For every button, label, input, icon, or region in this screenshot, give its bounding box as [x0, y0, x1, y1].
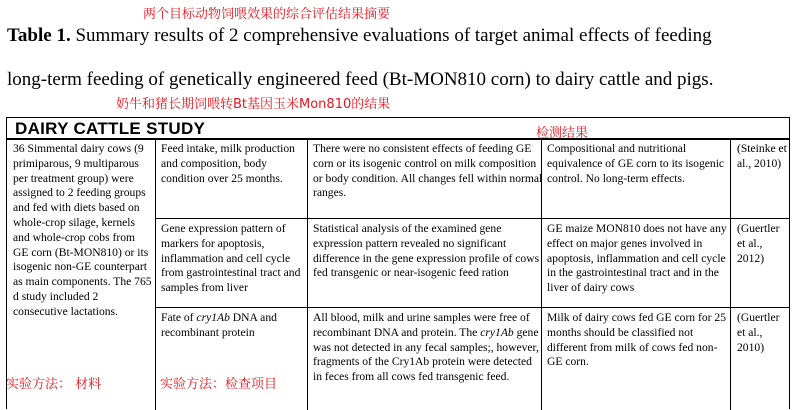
text-segment: gene was not detected in any fecal samples;, however, fragments of the Cry1Ab protein were detected in feces from all cows fed transgenic feed.: [313, 325, 539, 384]
section-title: DAIRY CATTLE STUDY: [15, 119, 206, 138]
reference-cell: (Guertler et al., 2010): [737, 311, 780, 354]
results-cell: [313, 142, 543, 201]
conclusion-cell: GE maize MON810 does not have any effect on major genes involved in apoptosis, inflammation and cell cycle in the gastrointestinal tract and in the liver of dairy cows: [547, 222, 727, 295]
parameter-cell: [161, 311, 305, 341]
reference-cell: (Steinke et al., 2010): [737, 142, 787, 170]
header-divider: [7, 138, 789, 140]
study-design-cell: 36 Simmental dairy cows (9 primiparous, 9 multiparous per treatment group) were assigned to 2 feeding groups and fed with diets based on whole-crop silage, kernels and whole-crop cobs from GE corn (Bt-MON810) or its isogenic non-GE counterpart as main components. The 765 d study included 2 consecutive lactations.: [13, 142, 152, 318]
chinese-annotation-subtitle: 奶牛和猪长期饲喂转Bt基因玉米Mon810的结果: [116, 97, 391, 112]
conclusion-cell: Compositional and nutritional equivalence of GE corn to its isogenic control. No long-term effects.: [547, 142, 725, 185]
text-segment: DNA and recombinant protein: [161, 311, 277, 339]
conclusion-cell: Milk of dairy cows fed GE corn for 25 months should be classified not different from milk of cows fed non-GE corn.: [547, 311, 727, 369]
results-cell: [313, 311, 543, 410]
parameter-cell: Gene expression pattern of markers for apoptosis, inflammation and cell cycle from gastrointestinal tract and samples from liver: [161, 222, 301, 295]
text-segment: Fate of: [161, 311, 197, 324]
row-divider-2: [155, 307, 789, 308]
chinese-annotation-materials: 实验方法： 材料: [6, 377, 102, 392]
column-divider-1: [155, 140, 156, 410]
text-segment: There were no consistent effects of feeding GE corn or its isogenic control on milk composition or body condition. All changes fell within normal ranges.: [313, 142, 543, 200]
parameter-cell: Feed intake, milk production and composition, body condition over 25 months.: [161, 142, 295, 185]
column-divider-2: [307, 140, 308, 410]
caption-text-1: Summary results of 2 comprehensive evaluations of target animal effects of feeding: [75, 25, 712, 46]
chinese-annotation-results: 检测结果: [536, 126, 589, 141]
gene-name: cry1Ab: [480, 325, 514, 339]
table-caption-line1: [7, 25, 712, 47]
text-segment: Statistical analysis of the examined gene expression pattern revealed no significant difference in the gene expression profile of cows fed transgenic or near-isogenic feed ration: [313, 222, 540, 280]
text-segment: All blood, milk and urine samples were free of recombinant DNA and protein. The: [313, 311, 530, 339]
table-label: Table 1.: [7, 25, 71, 46]
gene-name: cry1Ab: [196, 311, 230, 324]
table-caption-line2: long-term feeding of genetically engineered feed (Bt-MON810 corn) to dairy cattle and pigs.: [7, 69, 714, 90]
row-divider-1: [155, 218, 789, 219]
results-cell: [313, 222, 543, 281]
chinese-annotation-items: 实验方法：检查项目: [160, 377, 278, 392]
reference-cell: (Guertler et al., 2012): [737, 222, 780, 265]
chinese-annotation-title: 两个目标动物饲喂效果的综合评估结果摘要: [143, 7, 391, 22]
results-table: [6, 117, 790, 409]
